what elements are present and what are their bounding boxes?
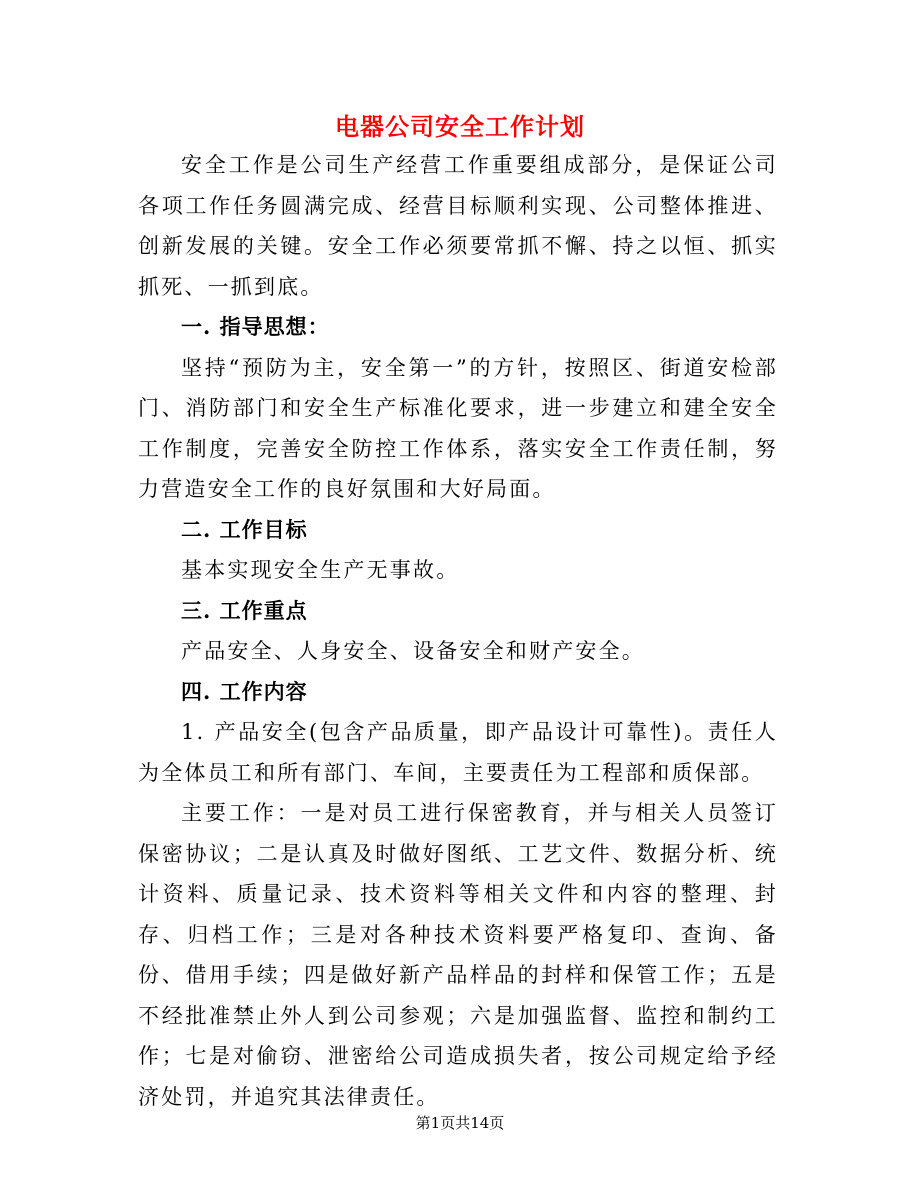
work-goal-paragraph: 基本实现安全生产无事故。 (181, 558, 460, 582)
document-title: 电器公司安全工作计划 (335, 112, 585, 141)
section-heading-work-goal: 二. 工作目标 (181, 516, 308, 542)
work-focus-paragraph: 产品安全、人身安全、设备安全和财产安全。 (181, 639, 645, 663)
section-heading-guiding-ideology: 一. 指导思想： (181, 314, 330, 339)
section-heading-work-content: 四. 工作内容 (181, 678, 308, 704)
product-safety-paragraph: 1. 产品安全(包含产品质量，即产品设计可靠性)。责任人为全体员工和所有部门、车间，主要责任为工程部和质保部。 (138, 720, 778, 785)
main-work-paragraph: 主要工作：一是对员工进行保密教育，并与相关人员签订保密协议；二是认真及时做好图纸、工艺文件、数据分析、统计资料、质量记录、技术资料等相关文件和内容的整理、封存、归档工作；三是对各种技术资料要严格复印、查询、备份、借用手续；四是做好新产品样品的封样和保管工作；五是不经批准禁止外人到公司参观；六是加强监督、监控和制约工作；七是对偷窃、泄密给公司造成损失者，按公司规定给予经济处罚，并追究其法律责任。 (138, 801, 778, 1109)
page-number-footer: 第1页共14页 (415, 1114, 505, 1132)
section-heading-work-focus: 三. 工作重点 (181, 597, 308, 623)
intro-paragraph: 安全工作是公司生产经营工作重要组成部分，是保证公司各项工作任务圆满完成、经营目标顺利实现、公司整体推进、创新发展的关键。安全工作必须要常抓不懈、持之以恒、抓实抓死、一抓到底。 (138, 153, 778, 299)
guiding-ideology-paragraph: 坚持“预防为主，安全第一”的方针，按照区、街道安检部门、消防部门和安全生产标准化要求，进一步建立和建全安全工作制度，完善安全防控工作体系，落实安全工作责任制，努力营造安全工作的良好氛围和大好局面。 (138, 355, 778, 501)
document-body (138, 145, 778, 1117)
